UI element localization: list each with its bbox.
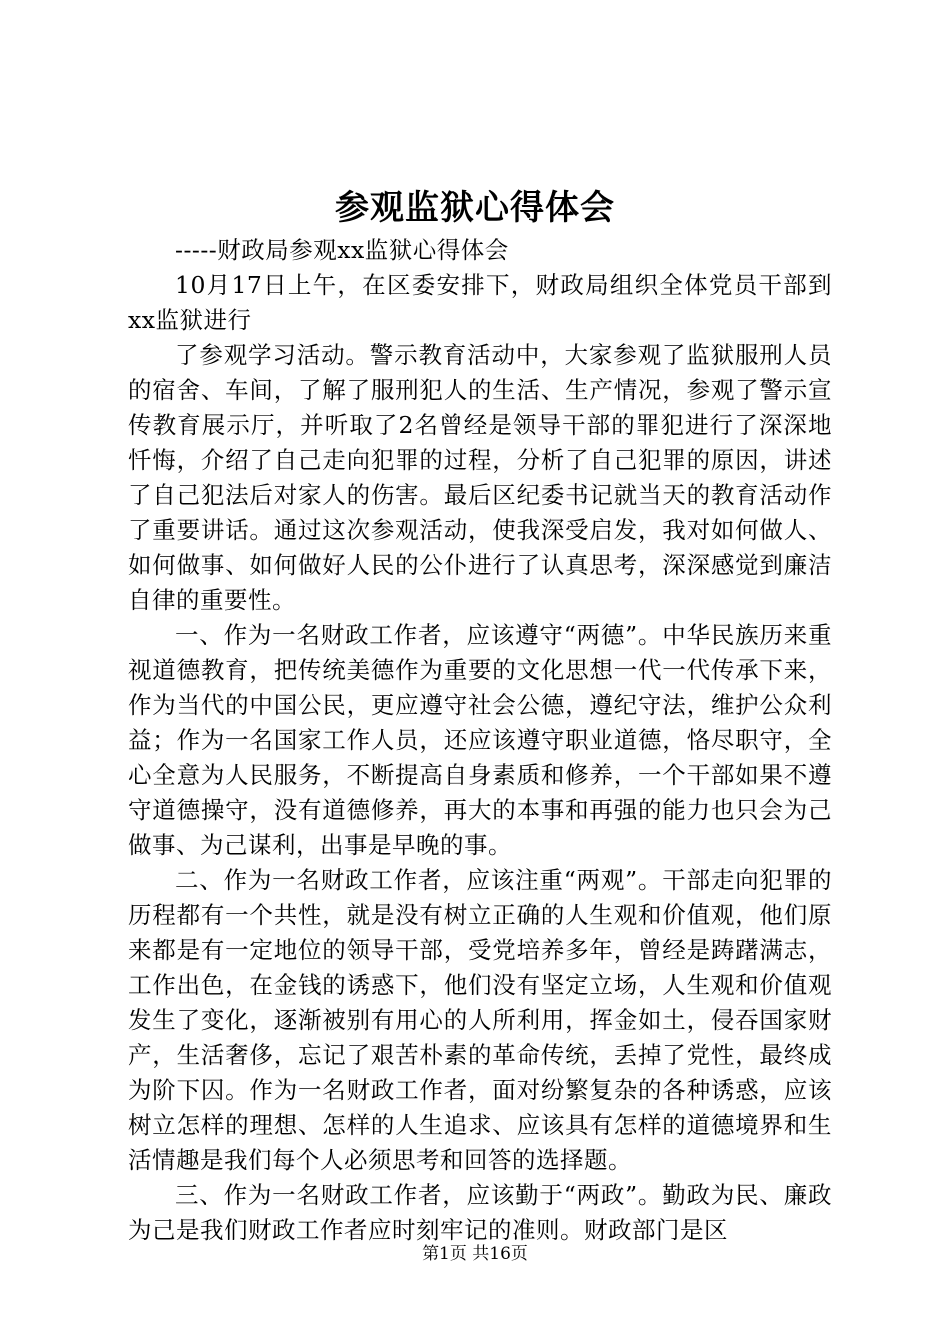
document-subtitle: -----财政局参观xx监狱心得体会 bbox=[175, 236, 509, 264]
paragraph-point-three: 三、作为一名财政工作者，应该勤于“两政”。勤政为民、廉政为己是我们财政工作者应时刻牢记的准则。财政部门是区 bbox=[128, 1181, 832, 1244]
page-footer: 第1页 共16页 bbox=[422, 1244, 528, 1264]
paragraph-point-one: 一、作为一名财政工作者，应该遵守“两德”。中华民族历来重视道德教育，把传统美德作为重要的文化思想一代一代传承下来，作为当代的中国公民，更应遵守社会公德，遵纪守法，维护公众利益；作为一名国家工作人员，还应该遵守职业道德，恪尽职守，全心全意为人民服务，不断提高自身素质和修养，一个干部如果不遵守道德操守，没有道德修养，再大的本事和再强的能力也只会为己做事、为己谋利，出事是早晚的事。 bbox=[128, 621, 832, 859]
document-body bbox=[128, 233, 832, 1248]
paragraph-activity: 了参观学习活动。警示教育活动中，大家参观了监狱服刑人员的宿舍、车间，了解了服刑犯人的生活、生产情况，参观了警示宣传教育展示厅，并听取了2名曾经是领导干部的罪犯进行了深深地忏悔，介绍了自己走向犯罪的过程，分析了自己犯罪的原因，讲述了自己犯法后对家人的伤害。最后区纪委书记就当天的教育活动作了重要讲话。通过这次参观活动，使我深受启发，我对如何做人、如何做事、如何做好人民的公仆进行了认真思考，深深感觉到廉洁自律的重要性。 bbox=[128, 341, 832, 614]
document-title: 参观监狱心得体会 bbox=[335, 188, 615, 228]
paragraph-point-two: 二、作为一名财政工作者，应该注重“两观”。干部走向犯罪的历程都有一个共性，就是没有树立正确的人生观和价值观，他们原来都是有一定地位的领导干部，受党培养多年，曾经是踌躇满志，工作出色，在金钱的诱惑下，他们没有坚定立场，人生观和价值观发生了变化，逐渐被别有用心的人所利用，挥金如土，侵吞国家财产，生活奢侈，忘记了艰苦朴素的革命传统，丢掉了党性，最终成为阶下囚。作为一名财政工作者，面对纷繁复杂的各种诱惑，应该树立怎样的理想、怎样的人生追求、应该具有怎样的道德境界和生活情趣是我们每个人必须思考和回答的选择题。 bbox=[128, 866, 832, 1174]
paragraph-intro: 10月17日上午，在区委安排下，财政局组织全体党员干部到xx监狱进行 bbox=[128, 271, 832, 334]
